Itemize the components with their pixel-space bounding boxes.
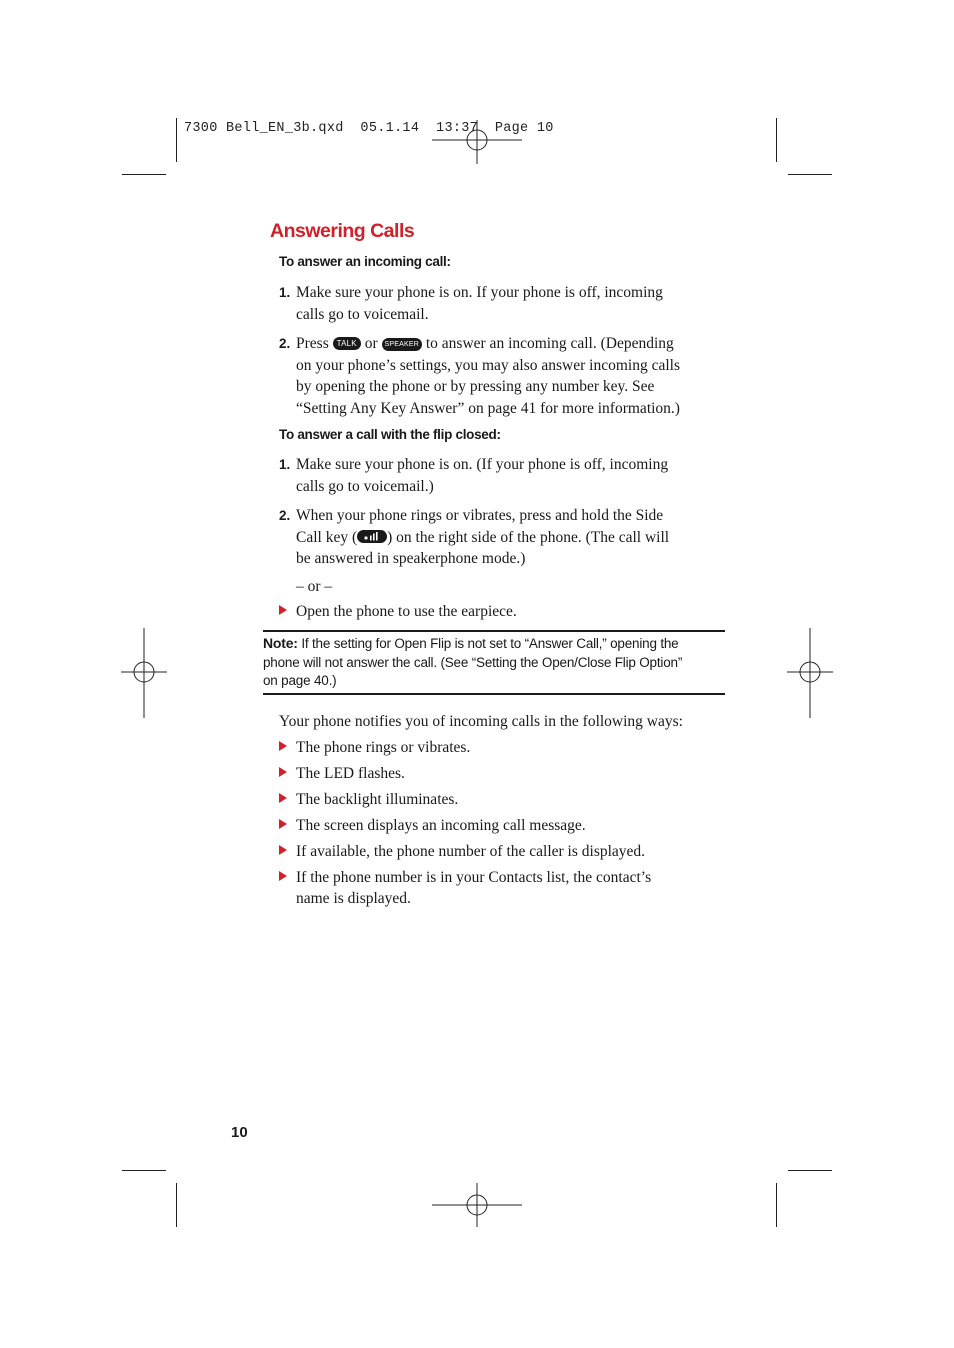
talk-key-icon: TALK <box>333 337 361 350</box>
bullet-text-line: If the phone number is in your Contacts list, the contact’s <box>296 869 652 886</box>
bullet-text: The phone rings or vibrates. <box>296 739 471 756</box>
or-divider-text: – or – <box>296 578 333 595</box>
step-text-rest: to answer an incoming call. (Depending <box>425 335 674 352</box>
notify-bullet <box>296 841 726 862</box>
print-slug-line: 7300 Bell_EN_3b.qxd 05.1.14 13:37 Page 10 <box>184 121 554 136</box>
page-title: Answering Calls <box>270 220 415 242</box>
notify-intro: Your phone notifies you of incoming calls in the following ways: <box>279 713 683 730</box>
bullet-text: If available, the phone number of the caller is displayed. <box>296 843 646 860</box>
section-heading-flip-closed: To answer a call with the flip closed: <box>279 427 501 442</box>
step-number: 2. <box>279 336 291 351</box>
bullet-arrow-icon <box>279 741 287 751</box>
step-2-press-key <box>279 333 736 419</box>
note-bottom-rule <box>263 693 725 695</box>
step-number: 1. <box>279 285 291 300</box>
step-number: 1. <box>279 457 291 472</box>
crop-mark-bottom-right-v <box>776 1183 777 1227</box>
registration-mark-right <box>787 628 833 718</box>
step-1-power-on-flip <box>279 454 736 497</box>
bullet-open-phone <box>296 601 726 622</box>
step-text-line: “Setting Any Key Answer” on page 41 for more information.) <box>296 399 680 417</box>
notify-bullet <box>296 789 726 810</box>
step-1-power-on <box>279 282 736 325</box>
note-line <box>263 634 725 654</box>
press-text: Press <box>296 335 329 352</box>
step-text-line: Make sure your phone is on. If your phone is off, incoming <box>296 284 663 301</box>
note-label: Note: <box>263 635 298 651</box>
section-heading-answer-incoming: To answer an incoming call: <box>279 254 451 269</box>
crop-mark-top-right-h <box>788 174 832 175</box>
bullet-arrow-icon <box>279 767 287 777</box>
step-text-part: Call key ( <box>296 528 358 546</box>
step-text-part: ) on the right side of the phone. (The call will <box>387 528 670 546</box>
step-number: 2. <box>279 508 291 523</box>
bullet-text: The LED flashes. <box>296 765 405 782</box>
bullet-text: The screen displays an incoming call message. <box>296 817 586 834</box>
page-number: 10 <box>231 1124 248 1141</box>
step-text-line: calls go to voicemail.) <box>296 477 434 495</box>
step-text-line: on your phone’s settings, you may also answer incoming calls <box>296 356 680 374</box>
note-top-rule <box>263 630 725 632</box>
crop-mark-bottom-left-h <box>122 1170 166 1171</box>
crop-mark-top-left-h <box>122 174 166 175</box>
speaker-key-icon: SPEAKER <box>382 338 422 351</box>
crop-mark-top-left-v <box>176 118 177 162</box>
bullet-arrow-icon <box>279 793 287 803</box>
crop-mark-top-right-v <box>776 118 777 162</box>
registration-mark-bottom <box>432 1183 522 1229</box>
step-text-line: Make sure your phone is on. (If your phone is off, incoming <box>296 456 669 473</box>
step-text-line: calls go to voicemail. <box>296 305 429 323</box>
note-text: If the setting for Open Flip is not set to “Answer Call,” opening the <box>301 636 679 651</box>
notify-bullet <box>296 815 726 836</box>
crop-mark-bottom-left-v <box>176 1183 177 1227</box>
step-text-line: by opening the phone or by pressing any number key. See <box>296 378 655 395</box>
notify-bullet <box>296 763 726 784</box>
step-text-line <box>296 527 736 549</box>
bullet-text: The backlight illuminates. <box>296 791 459 808</box>
note-line: phone will not answer the call. (See “Setting the Open/Close Flip Option” <box>263 654 683 670</box>
note-box <box>263 634 725 691</box>
step-text-line <box>296 333 736 355</box>
registration-mark-left <box>121 628 167 718</box>
bullet-arrow-icon <box>279 819 287 829</box>
bullet-arrow-icon <box>279 871 287 881</box>
crop-mark-bottom-right-h <box>788 1170 832 1171</box>
notify-bullet <box>296 737 726 758</box>
bullet-text-line: name is displayed. <box>296 890 411 907</box>
notify-bullet-contacts <box>296 867 726 909</box>
or-text: or <box>364 335 378 352</box>
bullet-arrow-icon <box>279 605 287 615</box>
registration-mark-top <box>432 120 522 166</box>
step-text-line: When your phone rings or vibrates, press and hold the Side <box>296 507 664 524</box>
step-text-line: be answered in speakerphone mode.) <box>296 550 526 567</box>
step-2-side-call-key <box>279 505 736 570</box>
side-call-key-icon <box>357 530 387 543</box>
bullet-arrow-icon <box>279 845 287 855</box>
note-line: on page 40.) <box>263 673 337 688</box>
bullet-text: Open the phone to use the earpiece. <box>296 603 517 620</box>
